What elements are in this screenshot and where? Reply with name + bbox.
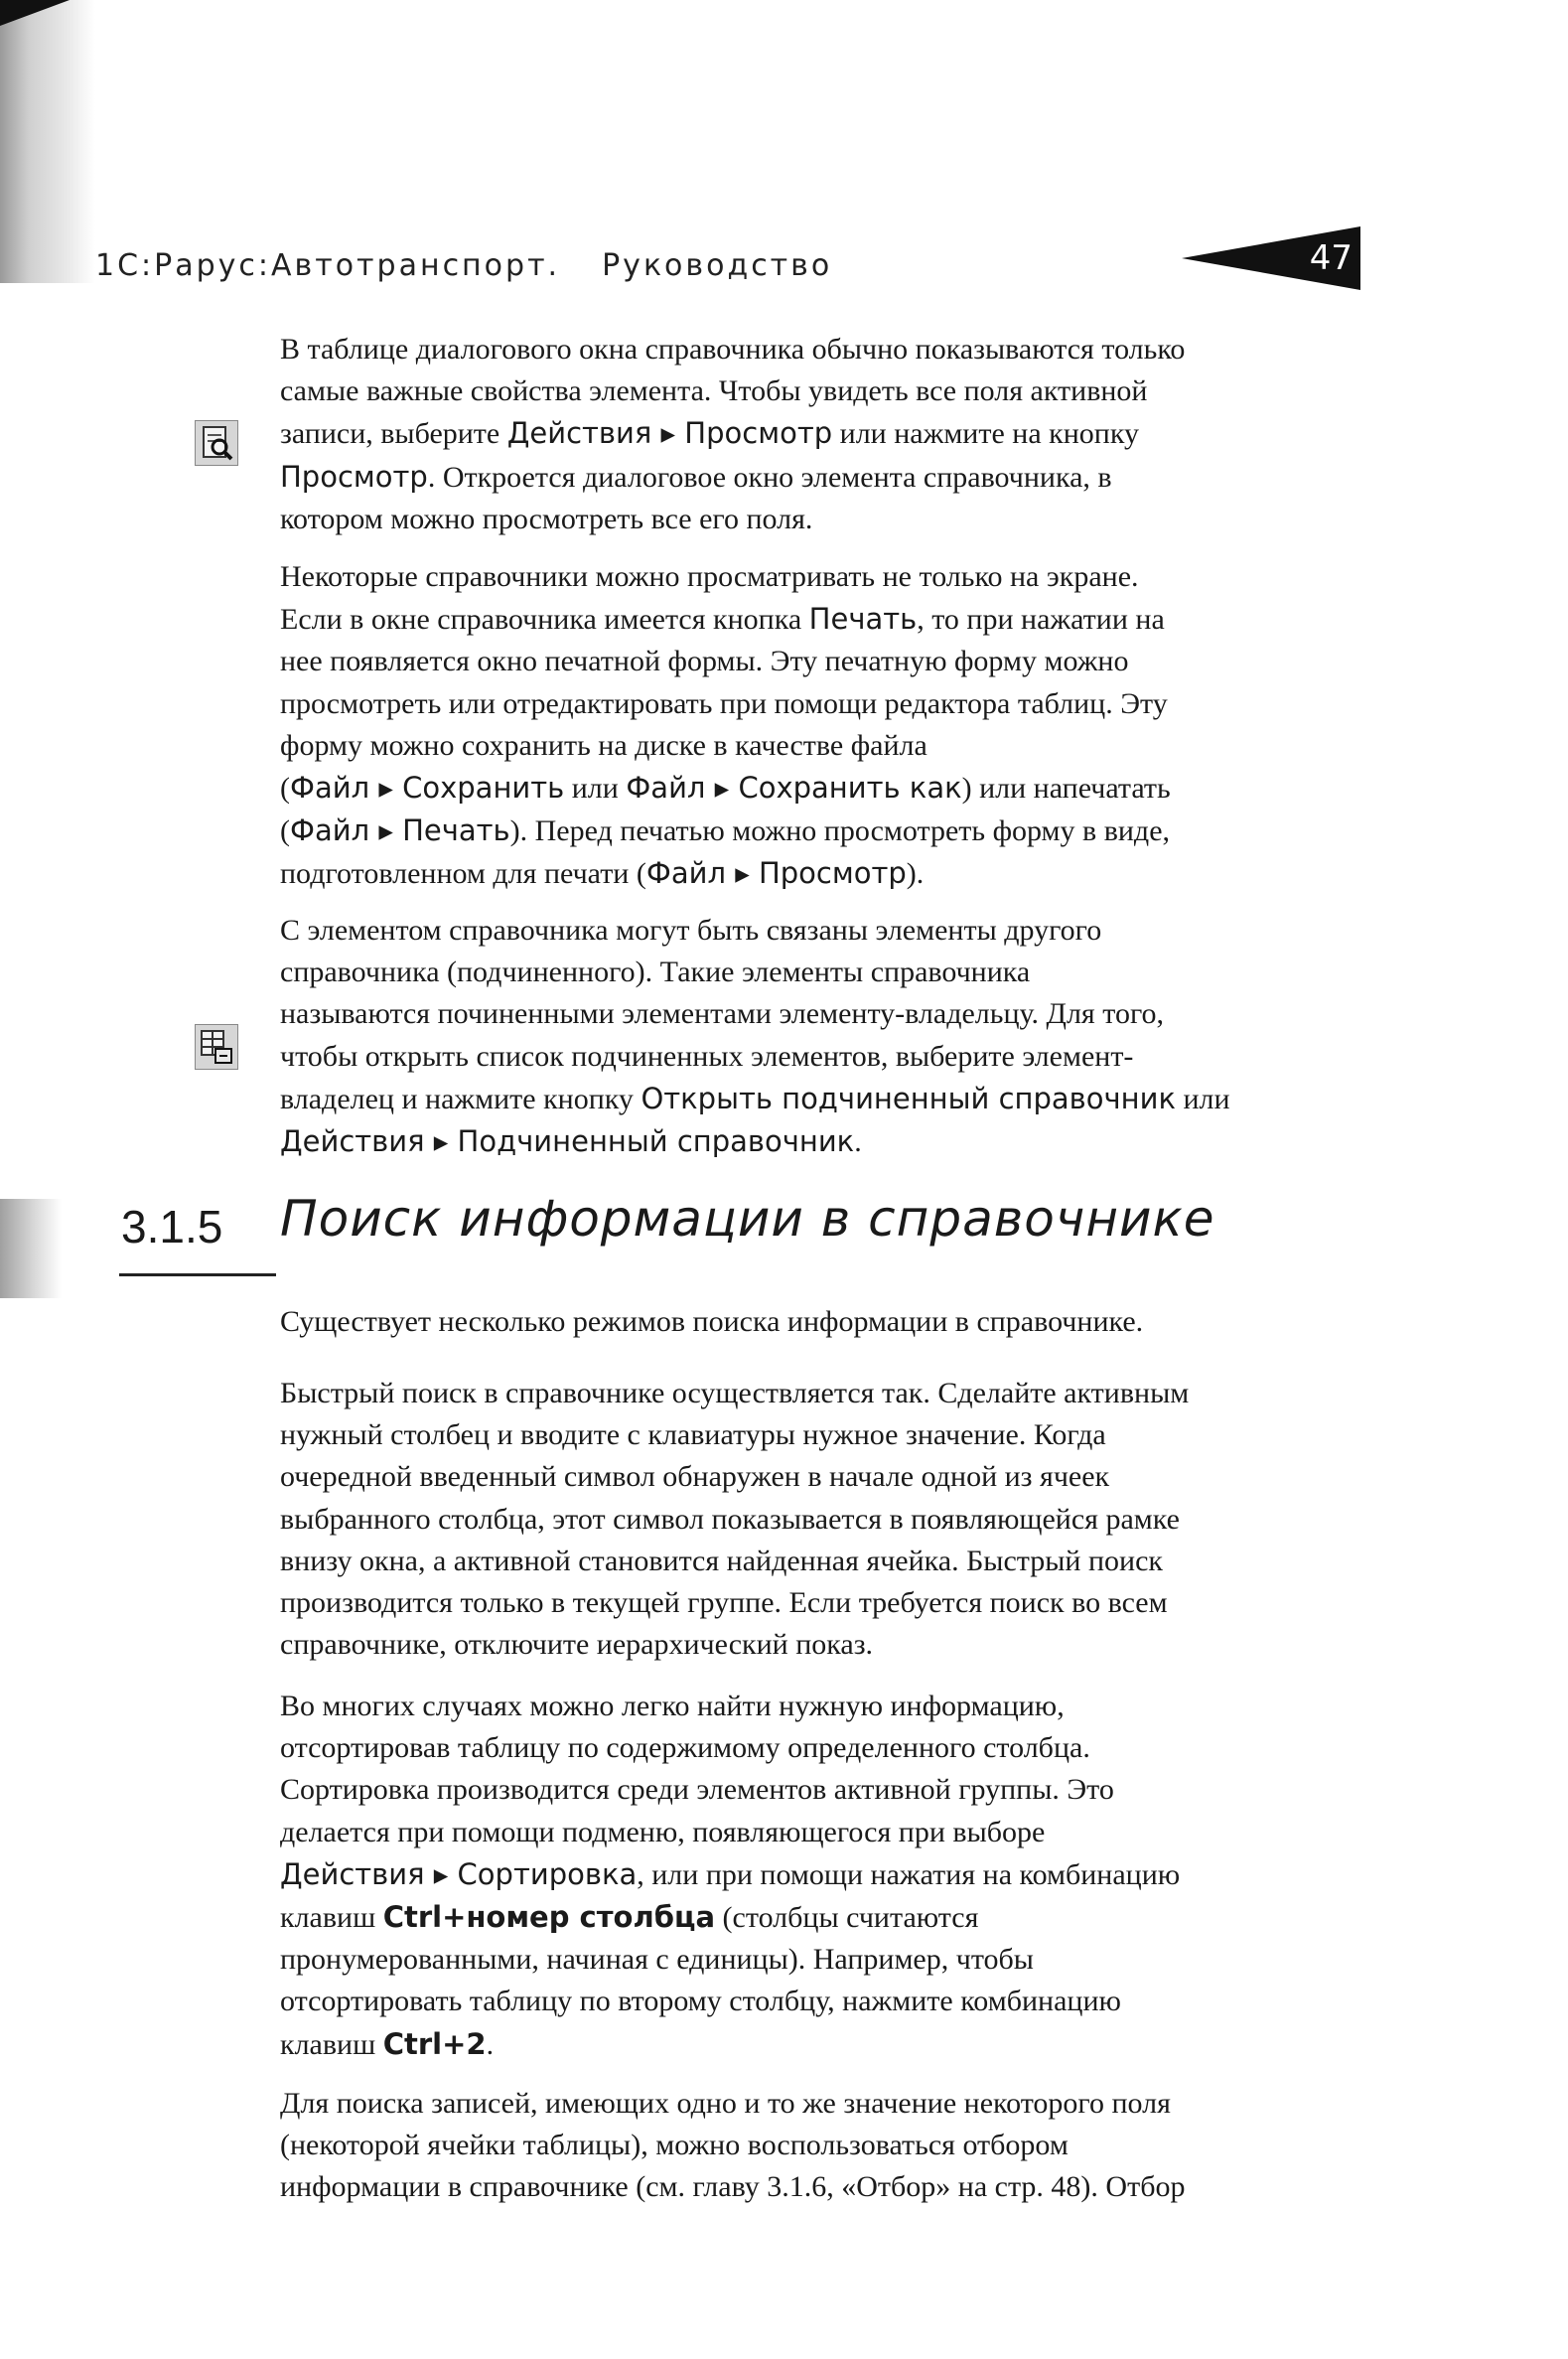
section-number: 3.1.5 <box>121 1201 223 1253</box>
running-header <box>95 248 832 283</box>
text-line: Для поиска записей, имеющих одно и то же значение некоторого поля <box>280 2087 1171 2120</box>
menu-path-actions-view: Действия ▸ Просмотр <box>506 416 833 451</box>
text-line: Если в окне справочника имеется кнопка Печать, то при нажатии на <box>280 602 1165 637</box>
text-line: нее появляется окно печатной формы. Эту печатную форму можно <box>280 645 1129 678</box>
text-line: Сортировка производится среди элементов активной группы. Это <box>280 1773 1114 1807</box>
menu-path-actions-sort: Действия ▸ Сортировка <box>280 1856 638 1891</box>
magnifier-document-icon <box>195 420 238 466</box>
text-line: (Файл ▸ Печать). Перед печатью можно просмотреть форму в виде, <box>280 813 1171 848</box>
paragraph-print-form <box>280 556 1392 896</box>
text-line: делается при помощи подменю, появляющегося при выборе <box>280 1815 1046 1848</box>
text-line: Действия ▸ Подчиненный справочник. <box>280 1124 862 1159</box>
button-name-print: Печать <box>808 602 918 637</box>
text-line: информации в справочнике (см. главу 3.1.6, «Отбор» на стр. 48). Отбор <box>280 2170 1186 2204</box>
text-line: котором можно просмотреть все его поля. <box>280 502 813 535</box>
text-line: (Файл ▸ Сохранить или Файл ▸ Сохранить как) или напечатать <box>280 771 1171 806</box>
text-line: подготовленном для печати (Файл ▸ Просмотр). <box>280 856 925 891</box>
scan-edge-shadow <box>0 0 95 283</box>
menu-path-file-print: Файл ▸ Печать <box>290 813 510 848</box>
section-rule <box>119 1273 276 1276</box>
scan-corner-mark <box>0 0 70 26</box>
text-line: пронумерованными, начиная с единицы). Например, чтобы <box>280 1943 1034 1977</box>
text-line: выбранного столбца, этот символ показывается в появляющейся рамке <box>280 1502 1180 1536</box>
text-line: (некоторой ячейки таблицы), можно воспользоваться отбором <box>280 2129 1069 2162</box>
text-line: записи, выберите Действия ▸ Просмотр или нажмите на кнопку <box>280 416 1139 451</box>
text-line: самые важные свойства элемента. Чтобы увидеть все поля активной <box>280 374 1148 408</box>
text-line: просмотреть или отредактировать при помощи редактора таблиц. Эту <box>280 686 1168 720</box>
text-line: С элементом справочника могут быть связаны элементы другого <box>280 914 1102 947</box>
text-line: клавиш Ctrl+2. <box>280 2026 495 2061</box>
text-line: В таблице диалогового окна справочника обычно показываются только <box>280 333 1186 366</box>
text-line: отсортировать таблицу по второму столбцу, нажмите комбинацию <box>280 1985 1121 2018</box>
paragraph-quick-search <box>280 1373 1392 1666</box>
paragraph-search-modes <box>280 1301 1392 1343</box>
text-line: отсортировав таблицу по содержимому определенного столбца. <box>280 1731 1090 1765</box>
text-line: клавиш Ctrl+номер столбца (столбцы считаются <box>280 1900 979 1935</box>
text-line: нужный столбец и вводите с клавиатуры нужное значение. Когда <box>280 1418 1106 1452</box>
text-line: Просмотр. Откроется диалоговое окно элемента справочника, в <box>280 459 1112 494</box>
button-name-open-subordinate: Открыть подчиненный справочник <box>641 1081 1176 1115</box>
menu-path-file-save: Файл ▸ Сохранить <box>290 771 565 806</box>
text-line: Быстрый поиск в справочнике осуществляется так. Сделайте активным <box>280 1377 1190 1409</box>
subordinate-list-icon <box>195 1024 238 1070</box>
menu-path-file-preview: Файл ▸ Просмотр <box>645 856 907 891</box>
text-line: владелец и нажмите кнопку Открыть подчиненный справочник или <box>280 1081 1230 1115</box>
button-name-view: Просмотр <box>280 459 428 494</box>
text-line: справочнике, отключите иерархический показ. <box>280 1628 874 1662</box>
text-line: справочника (подчиненного). Такие элементы справочника <box>280 956 1031 989</box>
text-line: Во многих случаях можно легко найти нужную информацию, <box>280 1690 1065 1722</box>
text-line: внизу окна, а активной становится найденная ячейка. Быстрый поиск <box>280 1544 1163 1577</box>
scan-edge-shadow-lower <box>0 1199 62 1298</box>
section-title: Поиск информации в справочнике <box>280 1190 1215 1248</box>
paragraph-filter <box>280 2083 1392 2209</box>
text-line: очередной введенный символ обнаружен в начале одной из ячеек <box>280 1460 1110 1494</box>
menu-path-actions-subordinate: Действия ▸ Подчиненный справочник <box>280 1124 855 1159</box>
book-title: 1С:Рарус:Автотранспорт. <box>95 248 561 283</box>
text-line: форму можно сохранить на диске в качестве файла <box>280 728 927 762</box>
text-line: чтобы открыть список подчиненных элементов, выберите элемент- <box>280 1039 1134 1073</box>
paragraph-view-record <box>280 329 1392 540</box>
text-line: производится только в текущей группе. Если требуется поиск во всем <box>280 1586 1168 1620</box>
page-number: 47 <box>1309 238 1353 278</box>
text-line: Действия ▸ Сортировка, или при помощи нажатия на комбинацию <box>280 1856 1181 1891</box>
book-subtitle: Руководство <box>602 248 833 283</box>
paragraph-subordinate <box>280 910 1392 1163</box>
text-line: Существует несколько режимов поиска информации в справочнике. <box>280 1305 1144 1338</box>
text-line: называются починенными элементами элементу-владельцу. Для того, <box>280 997 1164 1031</box>
shortcut-ctrl-column: Ctrl+номер столбца <box>382 1900 716 1935</box>
text-line: Некоторые справочники можно просматривать не только на экране. <box>280 560 1139 593</box>
paragraph-sorting <box>280 1686 1392 2066</box>
shortcut-ctrl-2: Ctrl+2 <box>382 2026 487 2061</box>
menu-path-file-save-as: Файл ▸ Сохранить как <box>626 771 962 806</box>
